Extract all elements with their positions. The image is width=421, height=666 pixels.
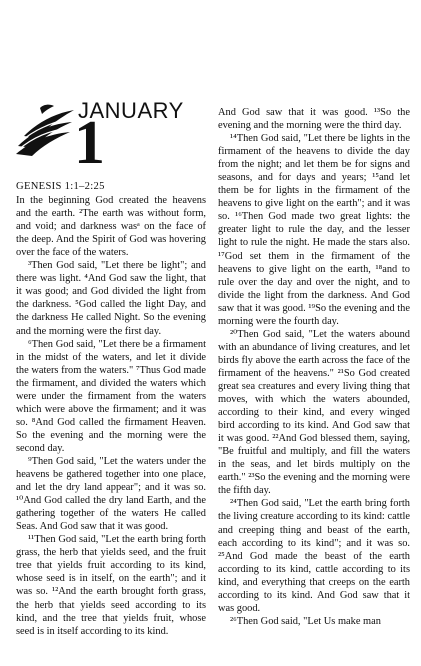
open-bible-logo-icon [14, 102, 76, 160]
left-column [16, 180, 206, 638]
paragraph: ¹¹Then God said, "Let the earth bring forth grass, the herb that yields seed, and the fruit tree that yields fruit according to its kind, whose seed is in itself, on the earth"; and it was so. ¹²And the earth brought forth grass, the herb that yields seed according to its kind, and the tree that yields fruit, whose seed is in itself according to its kind. [16, 534, 206, 637]
paragraph: ²⁰Then God said, "Let the waters abound with an abundance of living creatures, and let birds fly above the earth across the face of the firmament of the heavens." ²¹So God created great sea creatures and every living thing that moves, with which the waters abounded, according to their kind, and every winged bird according to its kind. And God saw that it was good. ²²And God blessed them, saying, "Be fruitful and multiply, and fill the waters in the seas, and let birds multiply on the earth." ²³So the evening and the morning were the fifth day. [218, 328, 410, 497]
paragraph: And God saw that it was good. ¹³So the evening and the morning were the third day. [218, 107, 410, 132]
scripture-reference: GENESIS 1:1–2:25 [16, 181, 105, 192]
paragraph: In the beginning God created the heavens and the earth. ²The earth was without form, and void; and darkness wasᵃ on the face of the deep. And the Spirit of God was hovering over the face of the waters. [16, 195, 206, 259]
right-column [218, 106, 410, 628]
paragraph: ³Then God said, "Let there be light"; and there was light. ⁴And God saw the light, that it was good; and God divided the light from the darkness. ⁵God called the light Day, and the darkness He called Night. So the evening and the morning were the first day. [16, 260, 206, 337]
day-number: 1 [74, 109, 105, 177]
paragraph: ⁶Then God said, "Let there be a firmament in the midst of the waters, and let it divide the waters from the waters." ⁷Thus God made the firmament, and divided the waters which were under the firmament from the waters which were above the firmament; and it was so. ⁸And God called the firmament Heaven. So the evening and the morning were the second day. [16, 338, 206, 454]
paragraph: ¹⁴Then God said, "Let there be lights in the firmament of the heavens to divide the day from the night; and let them be for signs and seasons, and for days and years; ¹⁵and let them be for lights in the firmament of the heavens to give light on the earth"; and it was so. ¹⁶Then God made two great lights: the greater light to rule the day, and the lesser light to rule the night. He made the stars also. ¹⁷God set them in the firmament of the heavens to give light on the earth, ¹⁸and to rule over the day and over the night, and to divide the light from the darkness. And God saw that it was good. ¹⁹So the evening and the morning were the fourth day. [218, 133, 410, 327]
paragraph: ⁹Then God said, "Let the waters under the heavens be gathered together into one place, and let the dry land appear"; and it was so. ¹⁰And God called the dry land Earth, and the gathering together of the waters He called Seas. And God saw that it was good. [16, 455, 206, 533]
date-header [14, 98, 214, 182]
paragraph: ²⁶Then God said, "Let Us make man [230, 615, 381, 627]
month-label: JANUARY [78, 98, 184, 123]
paragraph: ²⁴Then God said, "Let the earth bring forth the living creature according to its kind: cattle and creeping thing and beast of the earth, each according to its kind"; and it was so. ²⁵And God made the beast of the earth according to its kind, cattle according to its kind, and everything that creeps on the earth according to its kind. And God saw that it was good. [218, 498, 410, 614]
